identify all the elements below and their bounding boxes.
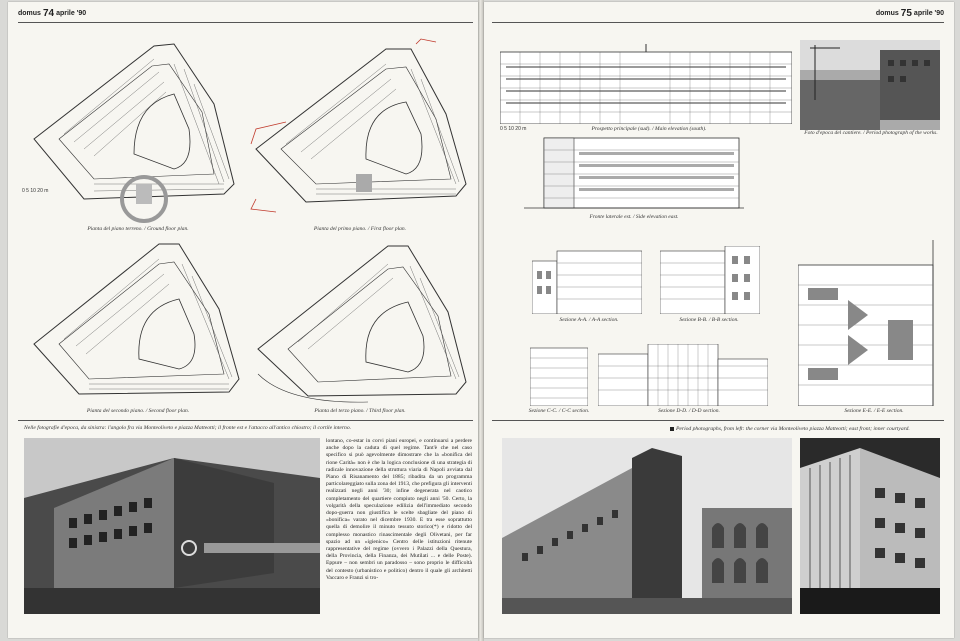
section-c-drawing — [530, 346, 588, 406]
article-paragraph: lontano, co-estar in corvi piani europei, e continuarsi a perdere anche dopo la caduta di quel regime. Tant'è che nel caso specifico si può agevolmente dimostrare che la «bonifica del rione Carità» non è che la logica conclusione di una strategia di radicale innovazione della struttura viaria di Napoli avviata dal Piano di Risanamento del 1885; ribadita da un programma particolareggiato sulla zona del 1913, che prefigura gli interventi realizzati negli anni '30; infine degenerata nel caotico completamento del quartiere compiuto negli anni '50. Certo, la volgarità della speculazione edilizia dell'immediato secondo dopo-guerra non giustifica le scelte sbagliate del piano di «bonifica» varato nel dicembre 1930. E tra esse soprattutto quella di demolire il minuto tessuto storico(*) e ridotto del complesso monastico rinascimentale degli Olivetani, per far spazio ad un «igienico» Centro delle istituzioni ritenute rappresentative del regime (ovvero i Palazzi della Questura, della Provincia, della Finanza, dei Mutilati ... e delle Poste). Eppure – non sembri un paradosso – sono proprio le difficoltà del contesto (urbanistico e politico) dentro il quale gli architetti Vaccaro e Franzi si tro- — [326, 438, 472, 581]
caption-section-b: Sezione B-B. / B-B section. — [679, 317, 739, 323]
header-rule — [18, 22, 473, 23]
right-page-header — [876, 7, 944, 19]
caption-section-c: Sezione C-C. / C-C section. — [528, 408, 590, 414]
page-number: 75 — [900, 7, 912, 19]
right-page — [484, 2, 954, 638]
photo-corner-building — [24, 438, 320, 614]
right-photo-caption — [670, 426, 910, 432]
scale-bar-label: 0 5 10 20 m — [22, 188, 49, 194]
header-rule — [492, 22, 944, 23]
caption-section-a: Sezione A-A. / A-A section. — [559, 317, 619, 323]
article-body-text — [326, 438, 472, 618]
photo-east-front — [502, 438, 792, 614]
section-a-drawing — [532, 246, 642, 314]
plan-caption-second: Pianta del secondo piano. / Second floor plan. — [86, 408, 190, 414]
caption-main-elevation: Prospetto principale (sud). / Main elevation (south). — [591, 126, 707, 132]
caption-construction-photo: Foto d'epoca del cantiere. / Period photograph of the works. — [804, 130, 938, 136]
section-rule — [18, 420, 473, 421]
side-elevation-drawing — [524, 136, 744, 212]
second-floor-plan — [24, 234, 244, 406]
section-e-drawing — [798, 240, 938, 406]
plan-caption-ground: Pianta del piano terreno. / Ground floor plan. — [87, 226, 189, 232]
ground-floor-plan — [24, 34, 244, 224]
header-date: aprile '90 — [56, 9, 87, 17]
photo-inner-courtyard — [800, 438, 940, 614]
left-photo-caption: Nelle fotografie d'epoca, da sinistra: l'angolo fra via Monteoliveto e piazza Matteotti; il fronte est e l'attacco all'antico chiostro; il cortile interno. — [24, 425, 352, 431]
caption-bullet — [670, 427, 674, 431]
page-number: 74 — [42, 7, 55, 19]
caption-section-e: Sezione E-E. / E-E section. — [844, 408, 904, 414]
left-page — [8, 2, 478, 638]
first-floor-plan — [246, 34, 471, 224]
left-page-header — [18, 7, 86, 19]
section-b-drawing — [660, 246, 760, 314]
header-magazine: domus — [18, 9, 41, 17]
caption-side-elevation: Fronte laterale est. / Side elevation east. — [589, 214, 679, 220]
plan-caption-first: Pianta del primo piano. / First floor plan. — [313, 226, 407, 232]
scale-bar-label: 0 5 10 20 m — [500, 126, 527, 132]
third-floor-plan — [248, 234, 470, 406]
main-elevation-drawing — [500, 44, 792, 124]
caption-section-d: Sezione D-D. / D-D section. — [658, 408, 720, 414]
header-date: aprile '90 — [913, 9, 944, 17]
plan-caption-third: Pianta del terzo piano. / Third floor plan. — [314, 408, 406, 414]
section-rule — [492, 420, 944, 421]
header-magazine: domus — [875, 9, 899, 17]
right-photo-caption-text: Period photographs, from left: the corner via Monteoliveto piazza Matteotti; east front; inner courtyard. — [676, 426, 910, 432]
section-d-drawing — [598, 344, 768, 406]
photo-construction-site — [800, 40, 940, 130]
